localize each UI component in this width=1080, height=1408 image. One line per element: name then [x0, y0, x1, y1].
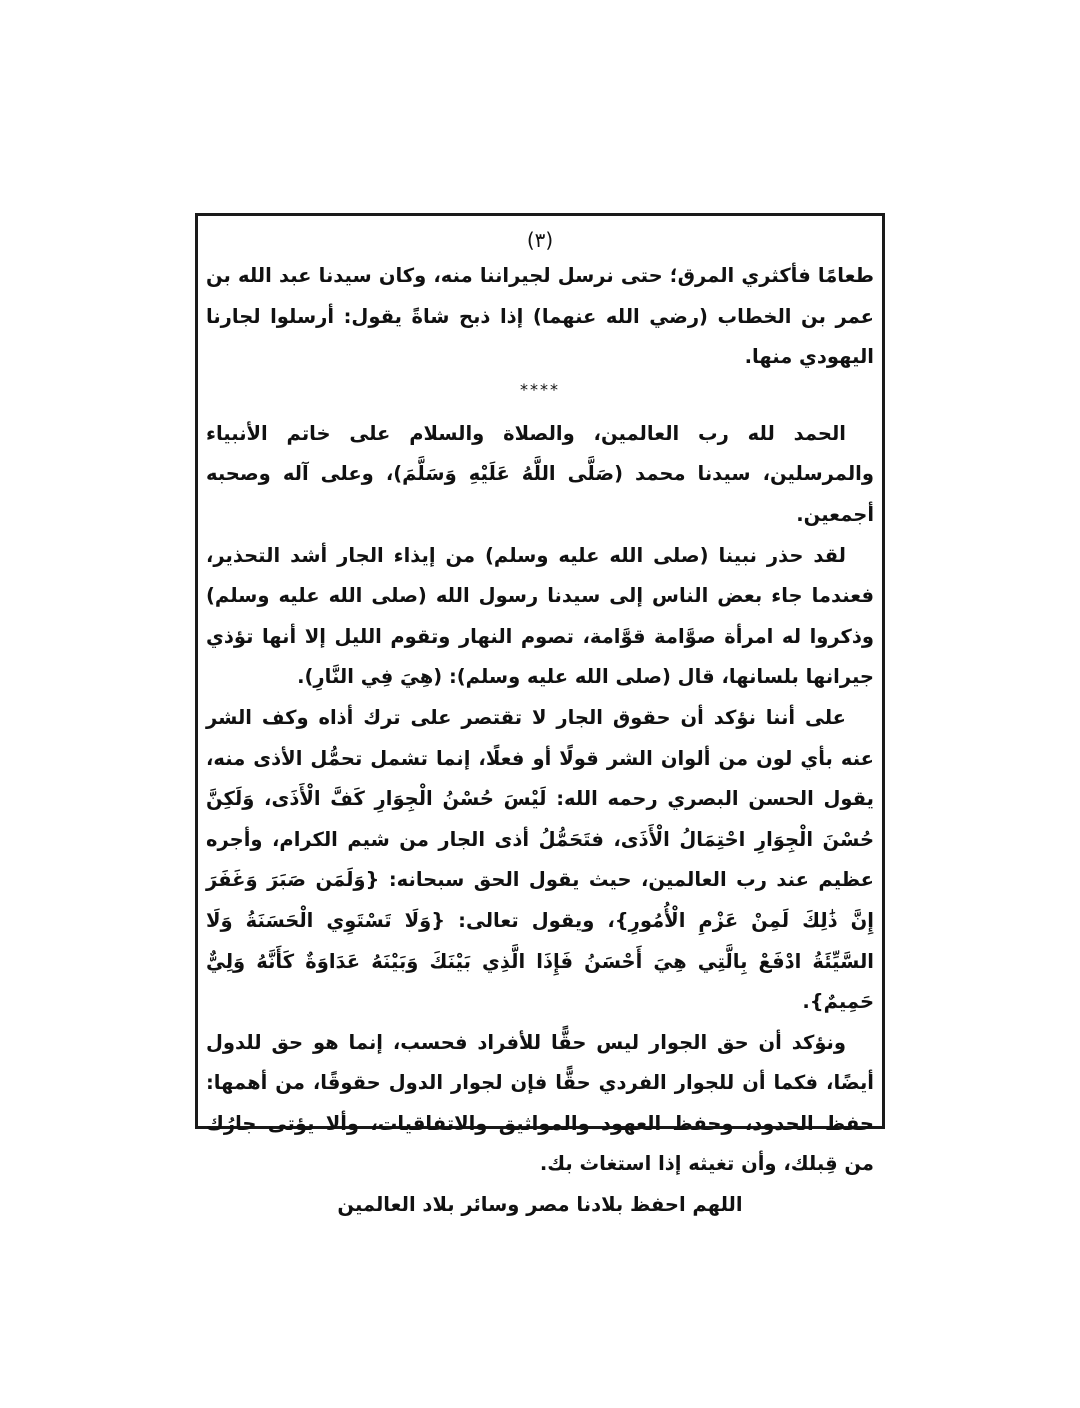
page-number: (٣): [526, 228, 554, 252]
body-paragraph-opening: الحمد لله رب العالمين، والصلاة والسلام على خاتم الأنبياء والمرسلين، سيدنا محمد (صَلَّى اللَّهُ عَلَيْهِ وَسَلَّمَ)، وعلى آله وصحبه أجمعين.: [206, 421, 874, 526]
continuation-paragraph: طعامًا فأكثري المرق؛ حتى نرسل لجيراننا منه، وكان سيدنا عبد الله بن عمر بن الخطاب (رضي الله عنهما) إذا ذبح شاةً يقول: أرسلوا لجارنا اليهودي منها.: [206, 264, 874, 369]
body-paragraph-neighbor-rights: على أننا نؤكد أن حقوق الجار لا تقتصر على ترك أذاه وكف الشر عنه بأي لون من ألوان الشر قولًا أو فعلًا، إنما تشمل تحمُّل الأذى منه، يقول الحسن البصري رحمه الله: لَيْسَ حُسْنُ الْجِوَارِ كَفَّ الْأَذَى، وَلَكِنَّ حُسْنَ الْجِوَارِ احْتِمَالُ الْأَذَى، فتَحَمُّلُ أذى الجار من شيم الكرام، وأجره عظيم عند رب العالمين، حيث يقول الحق سبحانه: {وَلَمَن صَبَرَ وَغَفَرَ إِنَّ ذَٰلِكَ لَمِنْ عَزْمِ الْأُمُورِ}، ويقول تعالى: {وَلَا تَسْتَوِي الْحَسَنَةُ وَلَا السَّيِّئَةُ ادْفَعْ بِالَّتِي هِيَ أَحْسَنُ فَإِذَا الَّذِي بَيْنَكَ وَبَيْنَهُ عَدَاوَةٌ كَأَنَّهُ وَلِيٌّ حَمِيمٌ}.: [206, 705, 874, 1014]
body-paragraph-states: ونؤكد أن حق الجوار ليس حقًّا للأفراد فحسب، إنما هو حق للدول أيضًا، فكما أن للجوار الفردي حقًّا فإن لجوار الدول حقوقًا، من أهمها: حفظ الحدود، وحفظ العهود والمواثيق والاتفاقيات، وألا يؤتى جارُك من قِبلك، وأن تغيثه إذا استغاث بك.: [206, 1030, 874, 1176]
document-page: [195, 213, 885, 1217]
section-separator: ****: [520, 379, 560, 399]
closing-prayer: اللهم احفظ بلادنا مصر وسائر بلاد العالمين: [337, 1193, 743, 1217]
body-paragraph-warning: لقد حذر نبينا (صلى الله عليه وسلم) من إيذاء الجار أشد التحذير، فعندما جاء بعض الناس إلى سيدنا رسول الله (صلى الله عليه وسلم) وذكروا له امرأة صوَّامة قوَّامة، تصوم النهار وتقوم الليل إلا أنها تؤذي جيرانها بلسانها، قال (صلى الله عليه وسلم): (هِيَ فِي النَّارِ).: [206, 543, 874, 689]
